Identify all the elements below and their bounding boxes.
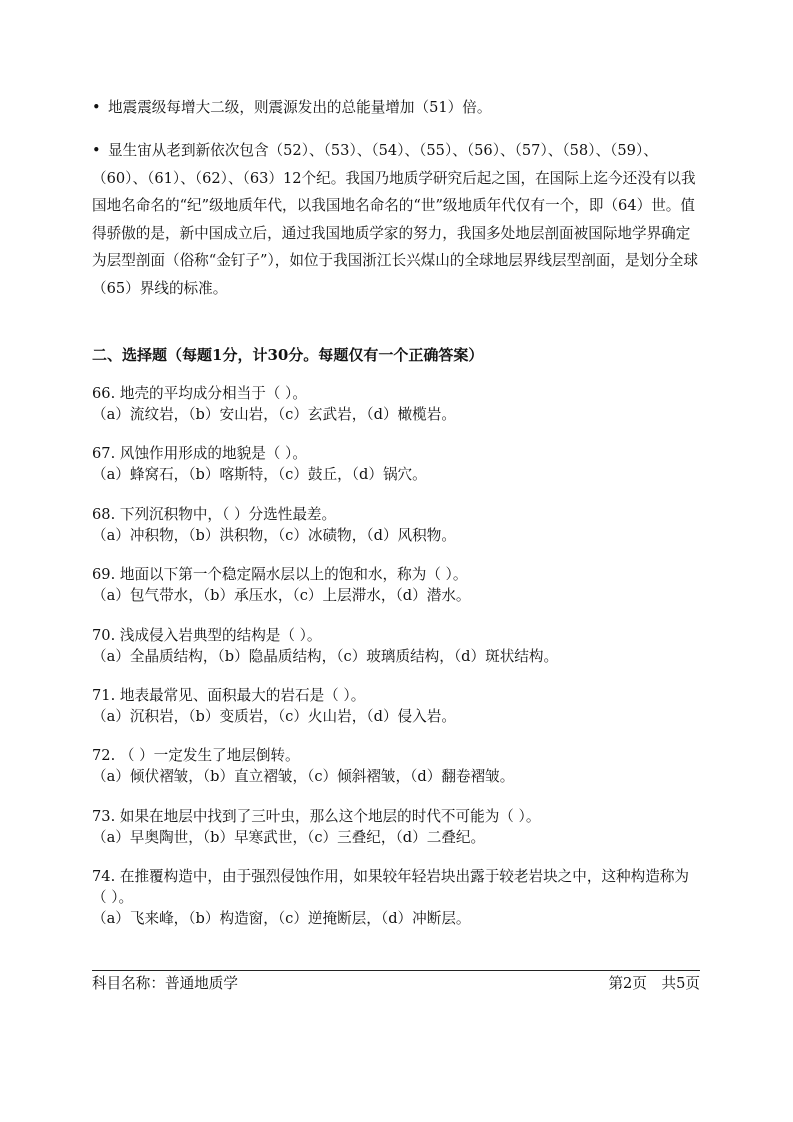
- question-options: （a）冲积物，（b）洪积物，（c）冰碛物，（d）风积物。: [92, 526, 456, 544]
- footer-page-number: 第2页 共5页: [608, 975, 700, 992]
- question-stem: 72. （ ）一定发生了地层倒转。: [92, 747, 300, 765]
- question-options: （a）流纹岩，（b）安山岩，（c）玄武岩，（d）橄榄岩。: [92, 406, 456, 423]
- question-options: （a）倾伏褶皱，（b）直立褶皱，（c）倾斜褶皱，（d）翻卷褶皱。: [92, 768, 515, 786]
- question-stem: 66. 地壳的平均成分相当于（ ）。: [92, 385, 307, 402]
- question-stem: 71. 地表最常见、面积最大的岩石是（ ）。: [92, 686, 366, 704]
- question-stem: 68. 下列沉积物中，（ ）分选性最差。: [92, 505, 337, 523]
- bullet-dot-icon: •: [92, 99, 101, 116]
- question-70: [92, 625, 702, 667]
- question-71: [92, 685, 702, 727]
- bullet-item-51: [92, 94, 700, 121]
- question-69: [92, 564, 702, 606]
- question-stem: 73. 如果在地层中找到了三叶虫，那么这个地层的时代不可能为（ ）。: [92, 807, 541, 825]
- footer-subject: 科目名称：普通地质学: [92, 975, 238, 992]
- bullet-item-52-65: [92, 137, 700, 303]
- question-options: （a）沉积岩，（b）变质岩，（c）火山岩，（d）侵入岩。: [92, 707, 456, 725]
- question-73: [92, 806, 702, 848]
- question-66: [92, 383, 702, 425]
- question-stem: 74. 在推覆构造中，由于强烈侵蚀作用，如果较年轻岩块出露于较老岩块之中，这种构造称为（ ）。: [92, 868, 690, 907]
- bullet-dot-icon: •: [92, 142, 101, 159]
- question-68: [92, 504, 702, 546]
- question-stem: 70. 浅成侵入岩典型的结构是（ ）。: [92, 626, 322, 644]
- bullet-text: 显生宙从老到新依次包含（52）、（53）、（54）、（55）、（56）、（57）、（58）、（59）、（60）、（61）、（62）、（63）12个纪。我国乃地质学研究后起之国，在国际上迄今还没有以我国地名命名的“纪”级地质年代，以我国地名命名的“世”级地质年代仅有一个，即（64）世。值得骄傲的是，新中国成立后，通过我国地质学家的努力，我国多处地层剖面被国际地学界确定为层型剖面（俗称“金钉子”），如位于我国浙江长兴煤山的全球地层界线层型剖面，是划分全球（65）界线的标准。: [92, 142, 698, 297]
- question-stem: 69. 地面以下第一个稳定隔水层以上的饱和水，称为（ ）。: [92, 566, 468, 584]
- question-options: （a）包气带水，（b）承压水，（c）上层滞水，（d）潜水。: [92, 587, 471, 605]
- footer-divider: [92, 970, 700, 971]
- question-67: [92, 443, 702, 485]
- question-options: （a）全晶质结构，（b）隐晶质结构，（c）玻璃质结构，（d）斑状结构。: [92, 647, 559, 665]
- question-list: [92, 383, 702, 948]
- question-options: （a）早奥陶世，（b）早寒武世，（c）三叠纪，（d）二叠纪。: [92, 828, 486, 846]
- question-options: （a）蜂窝石，（b）喀斯特，（c）鼓丘，（d）锅穴。: [92, 466, 427, 484]
- question-74: [92, 866, 702, 929]
- question-72: [92, 745, 702, 787]
- question-stem: 67. 风蚀作用形成的地貌是（ ）。: [92, 445, 307, 463]
- question-options: （a）飞来峰，（b）构造窗，（c）逆掩断层，（d）冲断层。: [92, 910, 471, 928]
- bullet-text: 地震震级每增大二级，则震源发出的总能量增加（51）倍。: [108, 99, 492, 116]
- section-heading: 二、选择题（每题1分，计30分。每题仅有一个正确答案）: [92, 346, 484, 364]
